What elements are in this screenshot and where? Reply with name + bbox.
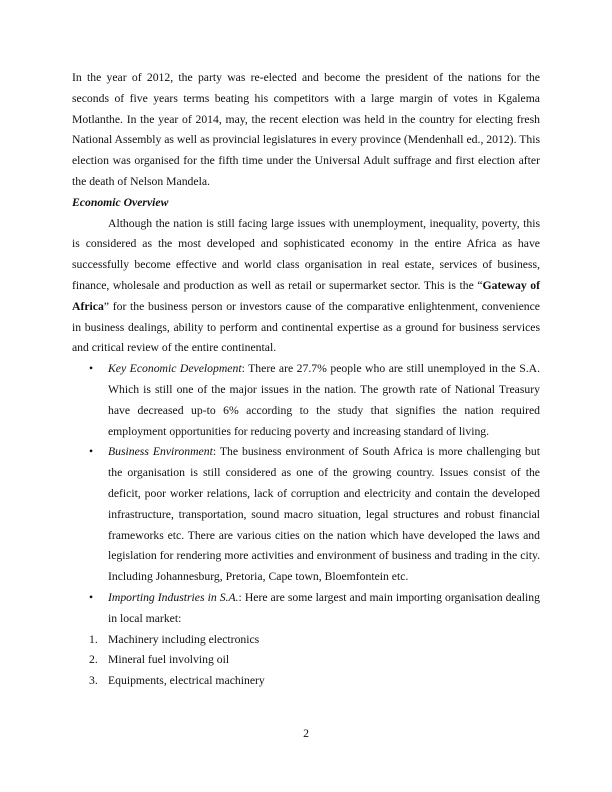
list-item: [72, 588, 540, 630]
list-number: 3.: [89, 674, 98, 688]
bullet-term: Importing Industries in S.A.: [108, 590, 239, 604]
bullet-list: [72, 359, 540, 629]
list-number: 1.: [89, 632, 98, 646]
bullet-icon: •: [89, 362, 94, 376]
numbered-list: [72, 630, 540, 692]
bullet-term: Business Environment: [108, 445, 213, 459]
list-item: [72, 671, 540, 692]
list-item: [72, 442, 540, 588]
bullet-text: : Here are some largest and main importing organisation dealing in local market:: [108, 590, 540, 625]
bullet-text: : There are 27.7% people who are still unemployed in the S.A. Which is still one of the major issues in the nation. The growth rate of National Treasury have decreased up-to 6% according to the study that signifies the nation required employment opportunities for reducing poverty and increasing standard of living.: [108, 362, 540, 438]
list-item: [72, 630, 540, 651]
bullet-icon: •: [89, 590, 94, 604]
paragraph-election: In the year of 2012, the party was re-elected and become the president of the nations for the seconds of five years terms beating his competitors with a large margin of votes in Kgalema Motlanthe. In the year of 2014, may, the recent election was held in the country for electing fresh National Assembly as well as provincial legislatures in every province (Mendenhall ed., 2012). This election was organised for the fifth time under the Universal Adult suffrage and first election after the death of Nelson Mandela.: [72, 71, 540, 188]
list-number: 2.: [89, 653, 98, 667]
section-heading: Economic Overview: [72, 195, 169, 209]
paragraph-economy: [72, 214, 540, 360]
paragraph-economy-text-after: ” for the business person or investors cause of the comparative enlightenment, convenience in business dealings, ability to perform and continental expertise as a ground for business services and critical review of the entire continental.: [72, 299, 540, 355]
list-item: [72, 359, 540, 442]
bullet-term: Key Economic Development: [108, 362, 242, 376]
page-number: 2: [303, 727, 309, 740]
gateway-of-africa-bold: Gateway of Africa: [72, 278, 540, 313]
bullet-icon: •: [89, 445, 94, 459]
document-page: [72, 68, 540, 692]
list-item: [72, 650, 540, 671]
list-text: Mineral fuel involving oil: [108, 653, 230, 667]
list-text: Machinery including electronics: [108, 632, 260, 646]
list-text: Equipments, electrical machinery: [108, 674, 265, 688]
bullet-text: : The business environment of South Africa is more challenging but the organisation is still considered as one of the growing country. Issues consist of the deficit, poor worker relations, lack of corruption and electricity and contain the developed infrastructure, transportation, sound macro situation, legal structures and robust financial frameworks etc. There are various cities on the nation which have developed the laws and legislation for rendering more activities and environment of business and trading in the city. Including Johannesburg, Pretoria, Cape town, Bloemfontein etc.: [108, 445, 540, 584]
paragraph-economy-text-before: Although the nation is still facing large issues with unemployment, inequality, poverty, this is considered as the most developed and sophisticated economy in the entire Africa as have successfully become effective and world class organisation in real estate, services of business, finance, wholesale and production as well as retail or supermarket sector. This is the “: [72, 216, 540, 292]
